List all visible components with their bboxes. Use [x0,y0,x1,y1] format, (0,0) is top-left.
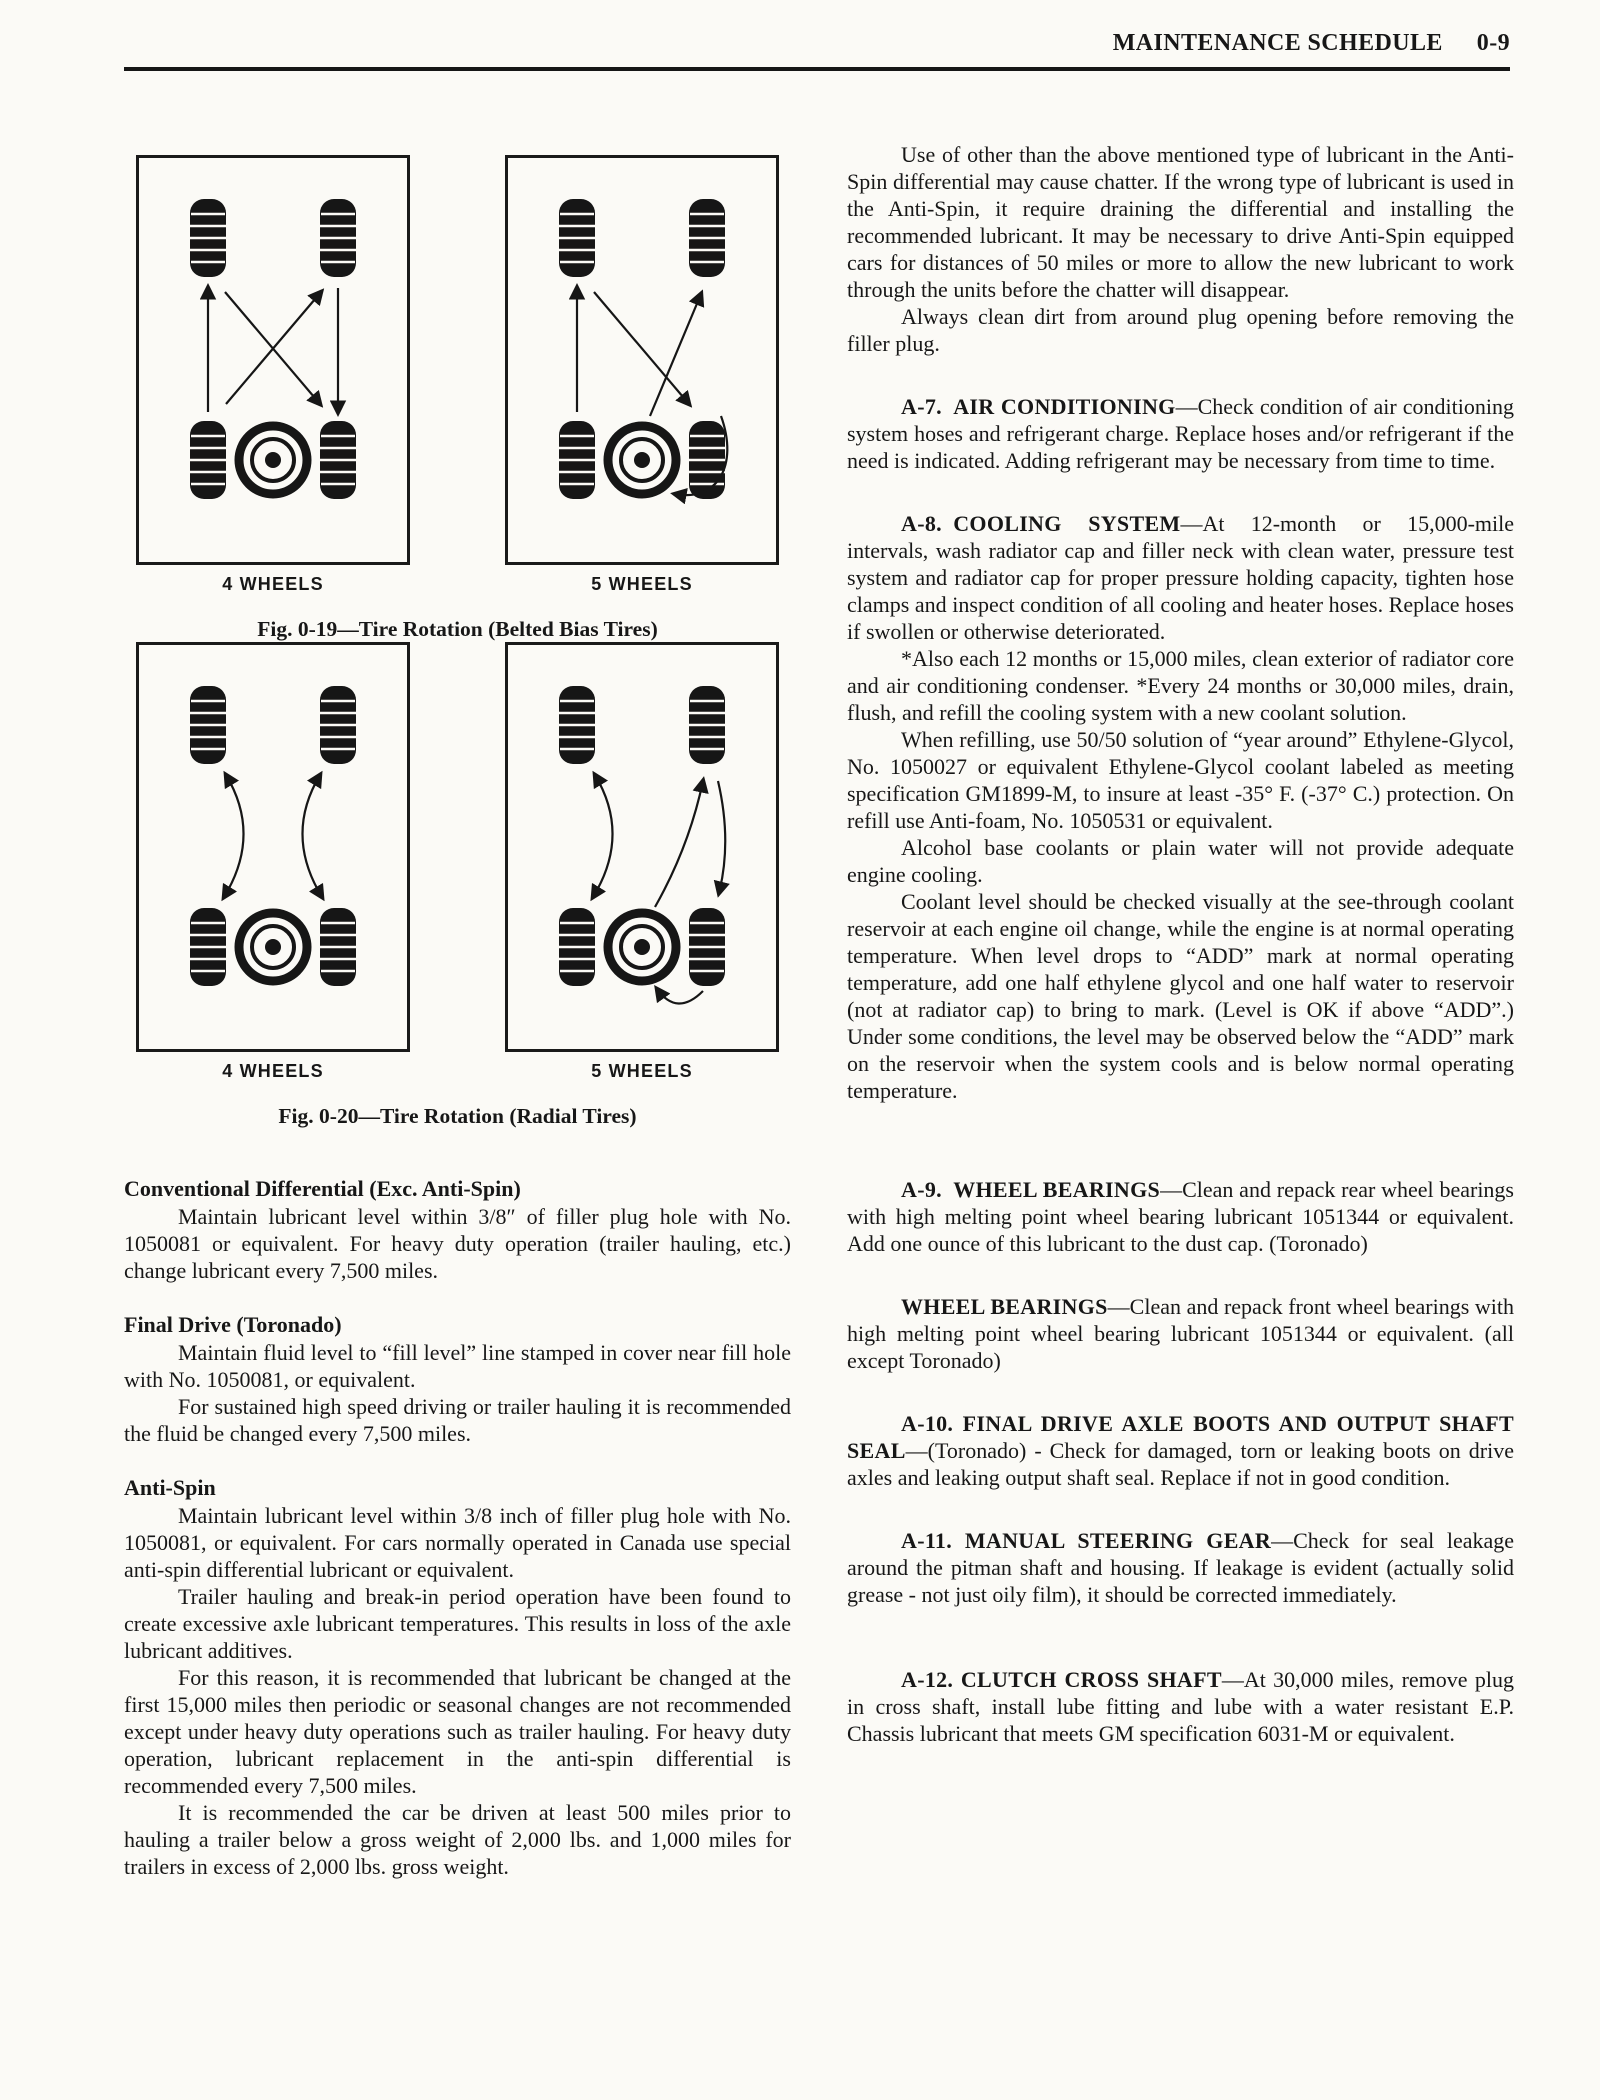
paragraph [847,393,1514,474]
entry-a8-cooling-system [847,510,1514,1104]
entry-lead: A-8. COOLING SYSTEM [901,511,1181,536]
figure-0-20-caption: Fig. 0-20—Tire Rotation (Radial Tires) [278,1104,637,1128]
panel-label-radial-5: 5 WHEELS [591,1061,693,1081]
tire-diagram-belted-5-svg [508,158,776,562]
figure-0-20 [124,642,791,1129]
panel-label-belted-5: 5 WHEELS [591,574,693,594]
section-conventional-differential [124,1175,791,1284]
panel-label-radial-4: 4 WHEELS [222,1061,324,1081]
figure-0-20-panels [124,642,791,1082]
paragraph: Maintain lubricant level within 3/8 inch of filler plug hole with No. 1050081, or equivalent. For cars normally operated in Canada use special anti-spin differential lubricant or equivalent. [124,1503,791,1582]
entry-lead: A-12. CLUTCH CROSS SHAFT [901,1667,1222,1692]
two-column-layout [124,141,1515,1880]
panel-label-belted-4: 4 WHEELS [222,574,324,594]
paragraph [847,1666,1514,1747]
section-heading-final-drive: Final Drive (Toronado) [124,1312,342,1337]
tire-diagram-belted-4-svg [139,158,407,562]
entry-body: —Clean and repack front wheel bearings with high melting point wheel bearing lubricant 1051344 or equivalent. (all except Toronado) [847,1294,1514,1373]
entry-wheel-bearings-front [847,1293,1514,1374]
paragraph: For this reason, it is recommended that lubricant be changed at the first 15,000 miles then periodic or seasonal changes are not recommended except under heavy duty operations such as trailer hauling. For heavy duty operation, lubricant replacement in the anti-spin differential is recommended every 7,500 miles. [124,1665,791,1798]
section-anti-spin [124,1474,791,1880]
entry-lead: WHEEL BEARINGS [901,1294,1108,1319]
entry-lead: A-11. MANUAL STEERING GEAR [901,1528,1272,1553]
tire-diagram-radial-5-svg [508,645,776,1049]
panel-belted-4-wheels [136,155,410,595]
entry-body: —Check for seal leakage around the pitman shaft and housing. If leakage is evident (actually solid grease - not just oily film), it should be corrected immediately. [847,1528,1515,1607]
paragraph [847,1410,1514,1491]
paragraph: Maintain lubricant level within 3/8″ of filler plug hole with No. 1050081 or equivalent. For heavy duty operation (trailer hauling, etc.) change lubricant every 7,500 miles. [124,1204,791,1283]
figure-0-19 [124,155,791,642]
paragraph: Coolant level should be checked visually at the see-through coolant reservoir at each engine oil change, while the engine is at normal operating temperature. When level drops to “ADD” mark at normal operating temperature, add one half ethylene glycol and one half water to reservoir (not at radiator cap) to bring to mark. (Level is OK if above “ADD”.) Under some conditions, the level may be observed below the “ADD” mark on the reservoir when the system cools and is below normal operating temperature. [847,889,1514,1103]
entry-a12-clutch-cross-shaft [847,1666,1514,1747]
entry-lead: A-10. FINAL DRIVE AXLE BOOTS AND OUTPUT SHAFT SEAL [847,1411,1514,1463]
paragraph: When refilling, use 50/50 solution of “year around” Ethylene-Glycol, No. 1050027 or equivalent Ethylene-Glycol coolant labeled as meeting specification GM1899-M, to insure at least -35° F. (-37° C.) protection. On refill use Anti-foam, No. 1050531 or equivalent. [847,727,1514,833]
paragraph [847,1293,1514,1374]
tire-rotation-diagram-belted-5 [505,155,779,565]
entry-a9-wheel-bearings-rear [847,1176,1514,1257]
entry-body: —(Toronado) - Check for damaged, torn or leaking boots on drive axles and leaking output shaft seal. Replace if not in good condition. [847,1438,1514,1490]
entry-body: —At 12-month or 15,000-mile intervals, wash radiator cap and filler neck with clean water, pressure test system and radiator cap for proper pressure holding capacity, tighten hose clamps and inspect condition of all cooling and heater hoses. Replace hoses if swollen or otherwise deteriorated. [847,511,1515,644]
right-column [847,141,1514,1880]
figure-0-19-caption: Fig. 0-19—Tire Rotation (Belted Bias Tires) [257,617,658,641]
tire-diagram-radial-4-svg [139,645,407,1049]
figure-0-19-panels [124,155,791,595]
page-header [124,28,1510,57]
section-heading-anti-spin: Anti-Spin [124,1475,216,1500]
tire-rotation-diagram-radial-4 [136,642,410,1052]
paragraph: Alcohol base coolants or plain water will not provide adequate engine cooling. [847,835,1514,887]
section-final-drive-toronado [124,1311,791,1447]
paragraph: For sustained high speed driving or trailer hauling it is recommended the fluid be changed every 7,500 miles. [124,1394,791,1446]
entry-body: —Check condition of air conditioning system hoses and refrigerant charge. Replace hoses and/or refrigerant if the need is indicated. Adding refrigerant may be necessary from time to time. [847,394,1514,473]
left-column [124,141,791,1880]
panel-radial-4-wheels [136,642,410,1082]
page-title: MAINTENANCE SCHEDULE [1112,30,1443,56]
entry-body: —Clean and repack rear wheel bearings with high melting point wheel bearing lubricant 1051344 or equivalent. Add one ounce of this lubricant to the dust cap. (Toronado) [847,1177,1514,1256]
paragraph: *Also each 12 months or 15,000 miles, clean exterior of radiator core and air conditioning condenser. *Every 24 months or 30,000 miles, drain, flush, and refill the cooling system with a new coolant solution. [847,646,1514,725]
entry-lead: A-9. WHEEL BEARINGS [901,1177,1161,1202]
page-number: 0-9 [1476,30,1510,56]
entry-anti-spin-lubricant-note [847,141,1514,357]
tire-rotation-diagram-radial-5 [505,642,779,1052]
paragraph [847,1527,1514,1608]
section-heading-conventional-differential: Conventional Differential (Exc. Anti-Spin) [124,1176,521,1201]
paragraph: Trailer hauling and break-in period operation have been found to create excessive axle lubricant temperatures. This results in loss of the axle lubricant additives. [124,1584,791,1663]
entry-body: —At 30,000 miles, remove plug in cross shaft, install lube fitting and lube with a water resistant E.P. Chassis lubricant that meets GM specification 6031-M or equivalent. [847,1667,1514,1746]
entry-a7-air-conditioning [847,393,1514,474]
entry-lead: A-7. AIR CONDITIONING [901,394,1176,419]
panel-belted-5-wheels [505,155,779,595]
paragraph: Use of other than the above mentioned type of lubricant in the Anti-Spin differential may cause chatter. If the wrong type of lubricant is used in the Anti-Spin, it require draining the differential and installing the recommended lubricant. It may be necessary to drive Anti-Spin equipped cars for distances of 50 miles or more to allow the new lubricant to work through the units before the chatter will disappear. [847,142,1514,302]
entry-a10-final-drive-axle-boots [847,1410,1514,1491]
header-rule [124,67,1510,71]
entry-a11-manual-steering-gear [847,1527,1514,1608]
paragraph: Always clean dirt from around plug opening before removing the filler plug. [847,304,1514,356]
panel-radial-5-wheels [505,642,779,1082]
paragraph: Maintain fluid level to “fill level” line stamped in cover near fill hole with No. 1050081, or equivalent. [124,1340,791,1392]
paragraph [847,1176,1514,1257]
paragraph: It is recommended the car be driven at least 500 miles prior to hauling a trailer below a gross weight of 2,000 lbs. and 1,000 miles for trailers in excess of 2,000 lbs. gross weight. [124,1800,791,1879]
tire-rotation-diagram-belted-4 [136,155,410,565]
paragraph [847,510,1514,645]
